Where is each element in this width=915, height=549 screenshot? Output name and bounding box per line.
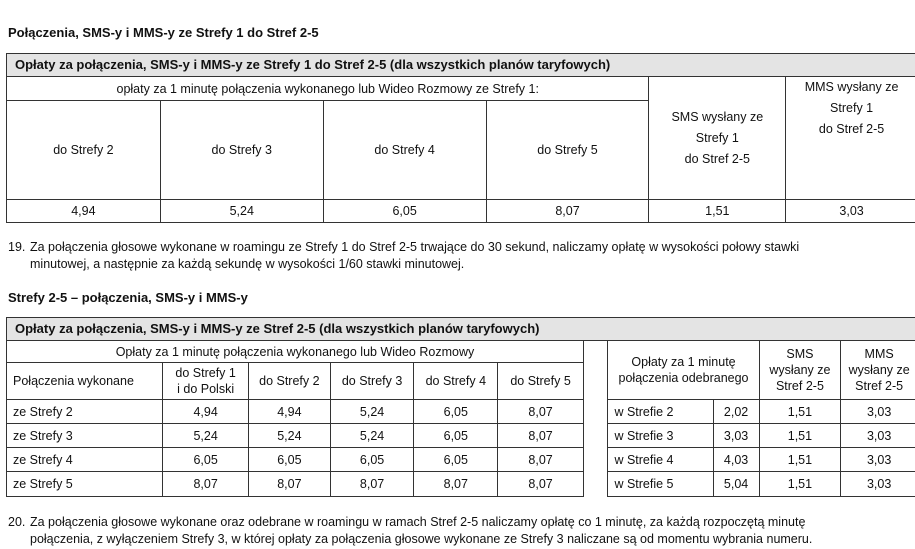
mms-value: 3,03	[841, 400, 915, 424]
note-20-number: 20.	[8, 515, 26, 529]
table1-col-strefa2: do Strefy 2	[7, 101, 161, 200]
note-19	[8, 239, 913, 273]
zone1-to-zones2-5-table	[6, 53, 915, 223]
table2-cell: 6,05	[330, 448, 414, 472]
table2-mms-header: MMS wysłany ze Stref 2-5	[841, 341, 915, 400]
table2-cell: 6,05	[163, 448, 249, 472]
table1-cell: 8,07	[486, 200, 649, 223]
table1-cell: 6,05	[323, 200, 486, 223]
table2-cell: 8,07	[249, 472, 331, 497]
table2-sms-header: SMS wysłany ze Stref 2-5	[759, 341, 841, 400]
table2-cell: 6,05	[249, 448, 331, 472]
table1-col-strefa5: do Strefy 5	[486, 101, 649, 200]
note-19-number: 19.	[8, 240, 26, 254]
table2-cell: 5,24	[330, 424, 414, 448]
table-row	[7, 424, 915, 448]
table-row	[7, 448, 915, 472]
table1-col-strefa4: do Strefy 4	[323, 101, 486, 200]
row-label: ze Strefy 4	[7, 448, 163, 472]
table2-cell: 5,24	[249, 424, 331, 448]
table1-title: Opłaty za połączenia, SMS-y i MMS-y ze Strefy 1 do Stref 2-5 (dla wszystkich planów taryfowych)	[7, 54, 915, 77]
table2-cell: 5,24	[163, 424, 249, 448]
table2-row-header: Połączenia wykonane	[7, 363, 163, 400]
note-20-line2: połączenia, z wyłączeniem Strefy 3, w której opłaty za połączenia głosowe wykonane ze Strefy 3 naliczane są od momentu wybrania numeru.	[30, 532, 813, 546]
table2-cell: 5,24	[330, 400, 414, 424]
note-19-line1: Za połączenia głosowe wykonane w roamingu ze Strefy 1 do Stref 2-5 trwające do 30 sekund, naliczamy opłatę w wysokości połowy stawki	[30, 240, 800, 254]
table1-col-strefa3: do Strefy 3	[160, 101, 323, 200]
table2-cell: 4,94	[249, 400, 331, 424]
received-zone-value: 2,02	[713, 400, 759, 424]
table2-received-header: Opłaty za 1 minutę połączenia odebranego	[608, 341, 759, 400]
table2-cell: 6,05	[414, 424, 498, 448]
table2-cell: 8,07	[498, 424, 584, 448]
table1-cell: 4,94	[7, 200, 161, 223]
received-zone-value: 5,04	[713, 472, 759, 497]
row-label: ze Strefy 3	[7, 424, 163, 448]
table2-cell: 8,07	[163, 472, 249, 497]
table2-cell: 8,07	[498, 472, 584, 497]
received-zone-label: w Strefie 2	[608, 400, 713, 424]
table2-col-strefa4: do Strefy 4	[414, 363, 498, 400]
note-20	[8, 514, 913, 548]
table2-col-strefa5: do Strefy 5	[498, 363, 584, 400]
table1-mms-header: MMS wysłany ze Strefy 1 do Stref 2-5	[786, 77, 915, 200]
sms-value: 1,51	[759, 424, 841, 448]
table1-cell: 1,51	[649, 200, 786, 223]
table2-cell: 8,07	[498, 400, 584, 424]
table1-sms-header: SMS wysłany ze Strefy 1 do Stref 2-5	[649, 77, 786, 200]
table2-cell: 8,07	[498, 448, 584, 472]
received-zone-label: w Strefie 5	[608, 472, 713, 497]
received-zone-label: w Strefie 3	[608, 424, 713, 448]
sms-value: 1,51	[759, 448, 841, 472]
row-label: ze Strefy 5	[7, 472, 163, 497]
table-row	[7, 472, 915, 497]
row-label: ze Strefy 2	[7, 400, 163, 424]
mms-value: 3,03	[841, 448, 915, 472]
section2-heading: Strefy 2-5 – połączenia, SMS-y i MMS-y	[8, 290, 248, 305]
zones2-5-table	[6, 317, 915, 497]
received-zone-value: 4,03	[713, 448, 759, 472]
note-19-line2: minutowej, a następnie za każdą sekundę w wysokości 1/60 stawki minutowej.	[30, 257, 465, 271]
section1-heading: Połączenia, SMS-y i MMS-y ze Strefy 1 do Stref 2-5	[8, 25, 319, 40]
table2-cell: 8,07	[414, 472, 498, 497]
table2-col-strefa1: do Strefy 1 i do Polski	[163, 363, 249, 400]
mms-value: 3,03	[841, 424, 915, 448]
table1-group-header: opłaty za 1 minutę połączenia wykonanego lub Wideo Rozmowy ze Strefy 1:	[7, 77, 649, 101]
mms-value: 3,03	[841, 472, 915, 497]
sms-value: 1,51	[759, 400, 841, 424]
table2-col-strefa2: do Strefy 2	[249, 363, 331, 400]
table2-cell: 8,07	[330, 472, 414, 497]
table2-cell: 4,94	[163, 400, 249, 424]
table2-title: Opłaty za połączenia, SMS-y i MMS-y ze Stref 2-5 (dla wszystkich planów taryfowych)	[7, 318, 915, 341]
table2-cell: 6,05	[414, 400, 498, 424]
received-zone-label: w Strefie 4	[608, 448, 713, 472]
table2-group-header: Opłaty za 1 minutę połączenia wykonanego lub Wideo Rozmowy	[7, 341, 584, 363]
table2-cell: 6,05	[414, 448, 498, 472]
table1-cell: 3,03	[786, 200, 915, 223]
sms-value: 1,51	[759, 472, 841, 497]
received-zone-value: 3,03	[713, 424, 759, 448]
note-20-line1: Za połączenia głosowe wykonane oraz odebrane w roamingu w ramach Stref 2-5 naliczamy opłatę co 1 minutę, za każdą rozpoczętą minutę	[30, 515, 806, 529]
table-row	[7, 400, 915, 424]
table1-cell: 5,24	[160, 200, 323, 223]
table2-gap	[583, 341, 608, 497]
table2-col-strefa3: do Strefy 3	[330, 363, 414, 400]
